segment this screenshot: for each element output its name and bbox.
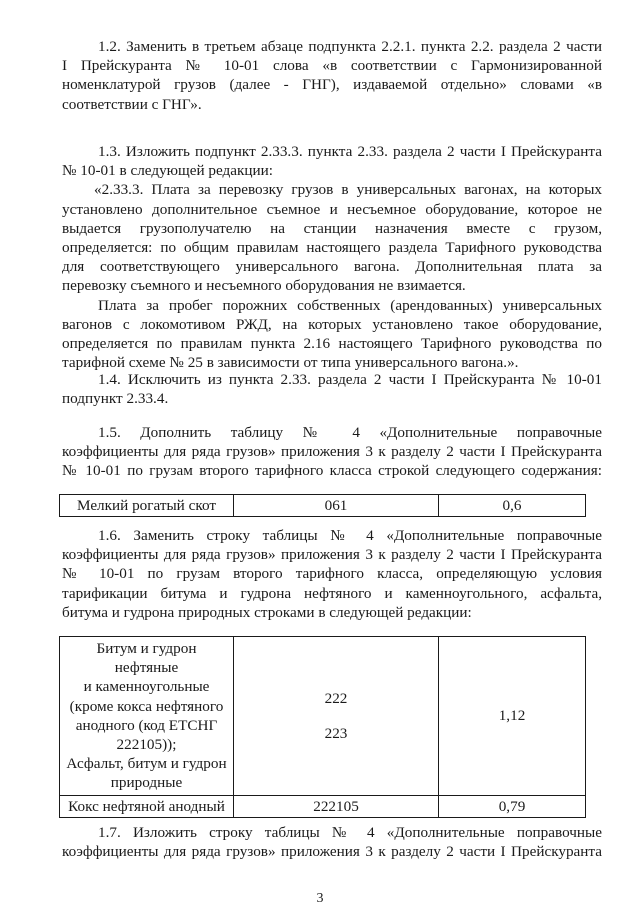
text-line: тарификации битума и гудрона нефтяного и каменноугольного, асфальта,	[62, 584, 602, 602]
paragraph-1-6	[62, 526, 602, 622]
text-line: Плата за пробег порожних собственных (арендованных) универсальных	[98, 296, 602, 314]
text-line: перевозку съемного и несъемного оборудования не взимается.	[62, 277, 466, 295]
table-cell-cargo-name: Мелкий рогатый скот	[60, 495, 234, 517]
paragraph-1-5	[62, 423, 602, 481]
table-cell-coefficient: 0,6	[439, 495, 586, 517]
text-line: 1.7. Изложить строку таблицы № 4 «Дополнительные поправочные	[98, 824, 602, 841]
table-cell-code: 061	[234, 495, 439, 517]
text-line: коэффициенты для ряда грузов» приложения 3 к разделу 2 части I Прейскуранта	[62, 546, 602, 564]
cell-line: нефтяные	[114, 659, 179, 677]
text-line: определяется по правилам пункта 2.16 настоящего Тарифного руководства по	[62, 335, 602, 353]
text-line: установлено дополнительное съемное и несъемное оборудование, которое не	[62, 200, 602, 218]
table-cell-code: 222105	[234, 795, 439, 817]
text-line: для соответствующего универсального вагона. Дополнительная плата за	[62, 258, 602, 276]
cell-line: природные	[110, 774, 183, 792]
paragraph-1-3	[62, 142, 602, 372]
text-line: выдается грузополучателю на станции назначения вместе с грузом,	[62, 219, 602, 237]
table-row	[60, 495, 586, 517]
cell-line: анодного (код ЕТСНГ	[75, 716, 218, 734]
table-replacement-rows	[59, 636, 586, 818]
cell-line: (кроме кокса нефтяного	[69, 697, 224, 715]
table-row	[60, 795, 586, 817]
text-line: № 10-01 по грузам второго тарифного класса строкой следующего содержания:	[62, 462, 602, 480]
cell-line: 222105));	[116, 736, 177, 754]
cell-line: Битум и гудрон	[96, 640, 197, 657]
text-line: битума и гудрона природных строками в следующей редакции:	[62, 603, 472, 621]
cell-line: Асфальт, битум и гудрон	[66, 755, 227, 773]
text-line: номенклатурой грузов (далее - ГНГ), издаваемой отдельно» словами «в	[62, 76, 602, 94]
table-cell-coefficient: 1,12	[439, 637, 586, 796]
text-line: тарифной схеме № 25 в зависимости от типа универсального вагона.».	[62, 354, 519, 372]
text-line: соответствии с ГНГ».	[62, 95, 202, 113]
paragraph-1-2	[62, 37, 602, 114]
text-line: определяется: по общим правилам настоящего раздела Тарифного руководства	[62, 239, 602, 257]
text-line: I Прейскуранта № 10-01 слова «в соответствии с Гармонизированной	[62, 57, 602, 75]
text-line: подпункт 2.33.4.	[62, 390, 169, 408]
table-cell-cargo-name: Кокс нефтяной анодный	[60, 795, 234, 817]
table-row	[60, 637, 586, 796]
text-line: 1.5. Дополнить таблицу № 4 «Дополнительные поправочные	[98, 424, 602, 441]
cell-line: и каменноугольные	[83, 678, 210, 696]
paragraph-1-4	[62, 370, 602, 408]
text-line: 1.2. Заменить в третьем абзаце подпункта 2.2.1. пункта 2.2. раздела 2 части	[98, 38, 602, 55]
table-cell-coefficient: 0,79	[439, 795, 586, 817]
page-number: 3	[316, 891, 324, 906]
cell-line: 223	[324, 724, 348, 742]
text-line: «2.33.3. Плата за перевозку грузов в универсальных вагонах, на которых	[94, 181, 602, 199]
text-line: 1.3. Изложить подпункт 2.33.3. пункта 2.33. раздела 2 части I Прейскуранта	[98, 143, 602, 160]
text-line: 1.6. Заменить строку таблицы № 4 «Дополнительные поправочные	[98, 527, 602, 544]
paragraph-1-7	[62, 823, 602, 861]
text-line: коэффициенты для ряда грузов» приложения 3 к разделу 2 части I Прейскуранта	[62, 443, 602, 461]
table-additional-row	[59, 494, 586, 517]
text-line: № 10-01 по грузам второго тарифного класса, определяющую условия	[62, 565, 602, 583]
text-line: № 10-01 в следующей редакции:	[62, 162, 273, 180]
table-cell-code	[234, 637, 439, 796]
cell-line: 222	[324, 689, 348, 707]
text-line: коэффициенты для ряда грузов» приложения 3 к разделу 2 части I Прейскуранта	[62, 843, 602, 861]
table-cell-cargo-name	[60, 637, 234, 796]
text-line: 1.4. Исключить из пункта 2.33. раздела 2 части I Прейскуранта № 10-01	[98, 371, 602, 388]
text-line: вагонов с локомотивом РЖД, на которых установлено такое оборудование,	[62, 315, 602, 333]
